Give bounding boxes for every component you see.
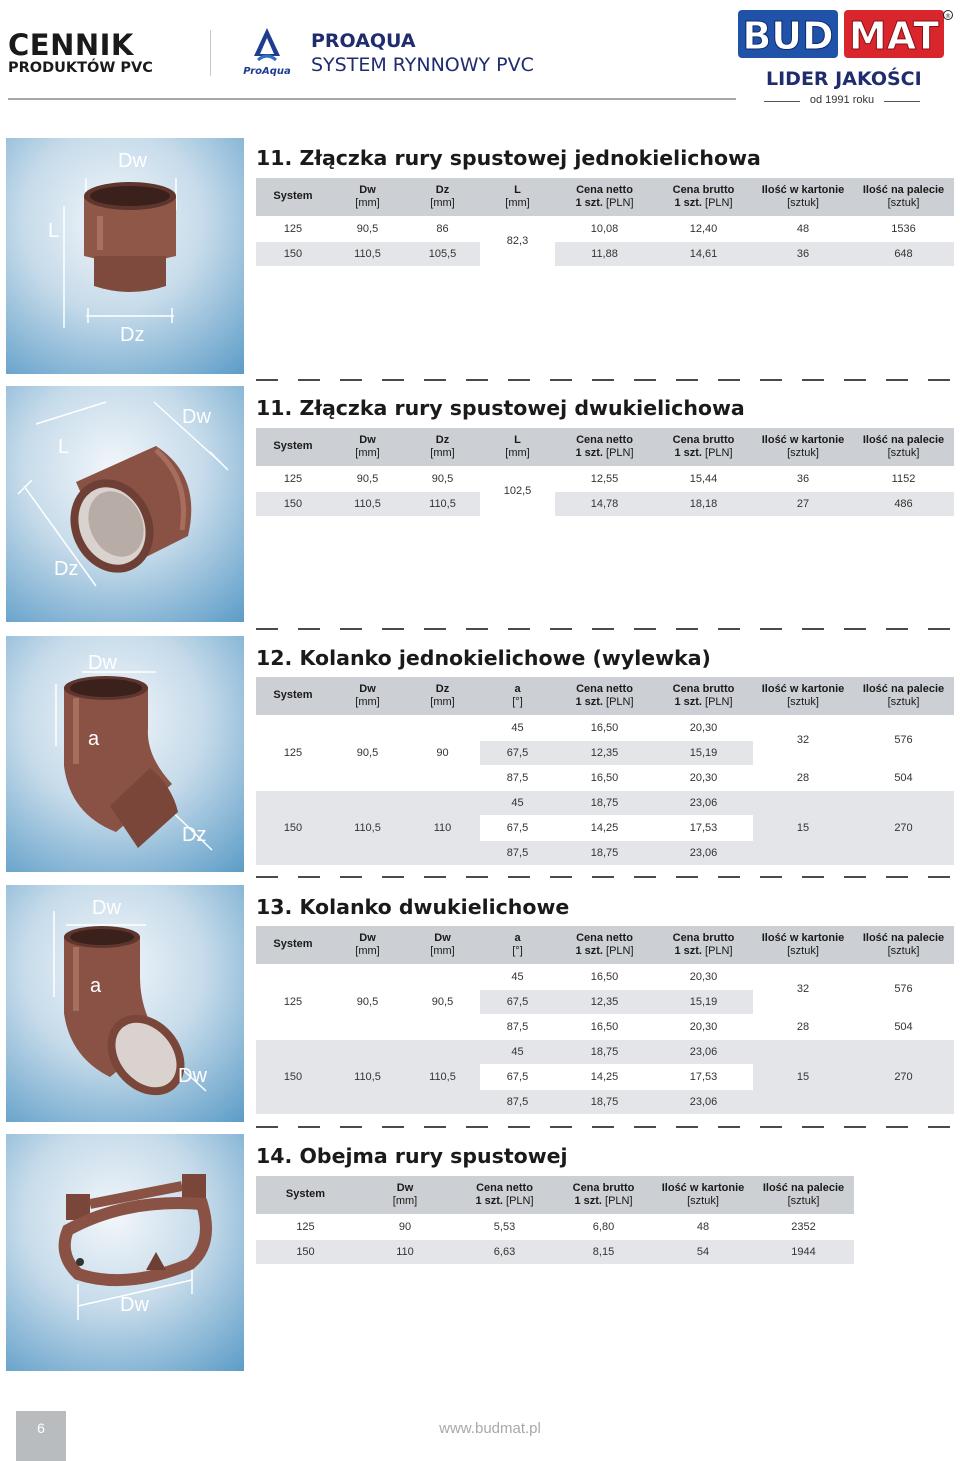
slogan: LIDER JAKOŚCI <box>766 68 922 90</box>
col-system: System <box>256 677 330 715</box>
section-name: Kolanko jednokielichowe (wylewka) <box>299 646 711 670</box>
table-cell: 110,5 <box>405 1039 480 1114</box>
table-cell: 270 <box>853 790 954 865</box>
col-dz: Dz [mm] <box>405 178 480 216</box>
section-name: Złączka rury spustowej dwukielichowa <box>299 396 745 420</box>
table-cell: 90,5 <box>330 466 405 491</box>
proaqua-logo <box>232 26 302 78</box>
dim-label-dw: Dw <box>118 150 147 172</box>
table-cell: 15,19 <box>654 740 753 765</box>
system-name: SYSTEM RYNNOWY PVC <box>311 54 534 76</box>
table-cell: 20,30 <box>654 765 753 790</box>
section-title-11a <box>256 146 761 170</box>
col-system: System <box>256 926 330 964</box>
price-table-jednokielichowa <box>256 178 954 266</box>
section-title-14 <box>256 1144 568 1168</box>
table-row <box>256 790 954 815</box>
col-karton: Ilość w kartonie [sztuk] <box>753 428 853 466</box>
table-row <box>256 216 954 241</box>
col-dw: Dw [mm] <box>355 1176 455 1214</box>
table-cell: 90,5 <box>330 715 405 790</box>
col-paleta: Ilość na palecie [sztuk] <box>853 428 954 466</box>
col-brutto: Cena brutto 1 szt. [PLN] <box>654 926 753 964</box>
product-image-obejma <box>6 1134 244 1371</box>
table-cell: 150 <box>256 1239 355 1264</box>
table-cell: 10,08 <box>555 216 654 241</box>
table-cell: 12,40 <box>654 216 753 241</box>
table-cell: 1152 <box>853 466 954 491</box>
dim-label-a: a <box>88 728 100 750</box>
col-paleta: Ilość na palecie [sztuk] <box>753 1176 854 1214</box>
section-divider <box>256 379 956 381</box>
brand-name: PROAQUA <box>311 30 416 52</box>
table-header-row <box>256 178 954 216</box>
table-cell: 18,18 <box>654 491 753 516</box>
col-dw: Dw [mm] <box>330 178 405 216</box>
table-cell: 32 <box>753 964 853 1014</box>
table-cell: 125 <box>256 715 330 790</box>
col-brutto: Cena brutto 1 szt. [PLN] <box>554 1176 653 1214</box>
table-cell: 86 <box>405 216 480 241</box>
col-karton: Ilość w kartonie [sztuk] <box>753 178 853 216</box>
table-header-row <box>256 677 954 715</box>
table-cell: 6,80 <box>554 1214 653 1239</box>
product-image-kolanko-jednokielichowe <box>6 636 244 872</box>
price-table-obejma <box>256 1176 854 1264</box>
col-karton: Ilość w kartonie [sztuk] <box>653 1176 753 1214</box>
section-number: 14. <box>256 1144 293 1168</box>
col-netto: Cena netto 1 szt. [PLN] <box>455 1176 554 1214</box>
col-angle: a [°] <box>480 677 555 715</box>
col-netto: Cena netto 1 szt. [PLN] <box>555 926 654 964</box>
table-cell: 87,5 <box>480 1089 555 1114</box>
dim-label-dz: Dz <box>120 324 145 346</box>
table-cell: 36 <box>753 241 853 266</box>
catalog-title: CENNIK <box>8 28 134 62</box>
table-cell: 270 <box>853 1039 954 1114</box>
section-divider <box>256 628 956 630</box>
table-cell: 23,06 <box>654 840 753 865</box>
table-cell: 87,5 <box>480 765 555 790</box>
table-cell: 14,78 <box>555 491 654 516</box>
section-title-13 <box>256 895 569 919</box>
table-cell: 110 <box>355 1239 455 1264</box>
table-cell: 110,5 <box>330 790 405 865</box>
table-cell: 11,88 <box>555 241 654 266</box>
table-cell: 16,50 <box>555 765 654 790</box>
table-cell: 90 <box>405 715 480 790</box>
table-cell: 90,5 <box>330 216 405 241</box>
table-cell: 12,55 <box>555 466 654 491</box>
table-cell: 125 <box>256 1214 355 1239</box>
table-cell: 32 <box>753 715 853 765</box>
section-divider <box>256 876 956 878</box>
col-paleta: Ilość na palecie [sztuk] <box>853 926 954 964</box>
table-cell: 1944 <box>753 1239 854 1264</box>
table-cell: 90,5 <box>405 964 480 1039</box>
col-paleta: Ilość na palecie [sztuk] <box>853 178 954 216</box>
col-karton: Ilość w kartonie [sztuk] <box>753 677 853 715</box>
proaqua-logo-text: ProAqua <box>243 66 291 77</box>
dim-label-dz: Dz <box>54 558 79 580</box>
catalog-subtitle: PRODUKTÓW PVC <box>8 60 153 76</box>
table-cell: 14,25 <box>555 815 654 840</box>
page-number: 6 <box>37 1420 45 1436</box>
col-system: System <box>256 1176 355 1214</box>
table-cell: 2352 <box>753 1214 854 1239</box>
col-karton: Ilość w kartonie [sztuk] <box>753 926 853 964</box>
table-cell: 110,5 <box>405 491 480 516</box>
section-number: 11. <box>256 396 293 420</box>
table-row <box>256 1239 854 1264</box>
table-cell: 8,15 <box>554 1239 653 1264</box>
table-cell: 16,50 <box>555 964 654 989</box>
table-cell: 16,50 <box>555 715 654 740</box>
section-name: Złączka rury spustowej jednokielichowa <box>299 146 761 170</box>
table-cell: 36 <box>753 466 853 491</box>
table-cell: 1536 <box>853 216 954 241</box>
section-number: 13. <box>256 895 293 919</box>
table-row <box>256 491 954 516</box>
dim-label-dw-top: Dw <box>92 897 121 919</box>
col-l: L [mm] <box>480 428 555 466</box>
table-cell: 150 <box>256 790 330 865</box>
table-cell: 48 <box>753 216 853 241</box>
table-cell: 90,5 <box>330 964 405 1039</box>
table-cell: 5,53 <box>455 1214 554 1239</box>
dim-label-dw: Dw <box>88 652 117 674</box>
price-table-kolanko-dwukielichowe <box>256 926 954 1114</box>
table-cell: 150 <box>256 241 330 266</box>
section-divider <box>256 1126 956 1128</box>
table-cell: 110,5 <box>330 241 405 266</box>
dim-label-a: a <box>90 975 102 997</box>
table-cell: 45 <box>480 790 555 815</box>
table-cell: 18,75 <box>555 840 654 865</box>
product-image-kolanko-dwukielichowe <box>6 885 244 1122</box>
col-paleta: Ilość na palecie [sztuk] <box>853 677 954 715</box>
table-cell: 28 <box>753 1014 853 1039</box>
col-brutto: Cena brutto 1 szt. [PLN] <box>654 178 753 216</box>
dim-label-l: L <box>48 220 60 242</box>
table-cell: 18,75 <box>555 790 654 815</box>
table-cell: 67,5 <box>480 1064 555 1089</box>
table-cell: 504 <box>853 765 954 790</box>
table-cell: 14,25 <box>555 1064 654 1089</box>
col-dz: Dz [mm] <box>405 677 480 715</box>
product-image-dwukielichowa <box>6 386 244 622</box>
table-header-row <box>256 926 954 964</box>
section-number: 11. <box>256 146 293 170</box>
shared-l-value: 82,3 <box>480 216 555 266</box>
dim-label-dw-bottom: Dw <box>178 1065 207 1087</box>
table-cell: 105,5 <box>405 241 480 266</box>
table-cell: 110,5 <box>330 491 405 516</box>
col-system: System <box>256 428 330 466</box>
price-table-kolanko-jednokielichowe <box>256 677 954 865</box>
col-system: System <box>256 178 330 216</box>
page-number-box <box>16 1411 66 1461</box>
header-divider <box>210 30 211 76</box>
col-brutto: Cena brutto 1 szt. [PLN] <box>654 428 753 466</box>
table-cell: 27 <box>753 491 853 516</box>
table-cell: 87,5 <box>480 840 555 865</box>
budmat-logo-text-bud: BUD <box>742 14 834 58</box>
table-cell: 576 <box>853 715 954 765</box>
table-cell: 20,30 <box>654 715 753 740</box>
col-angle: a [°] <box>480 926 555 964</box>
col-dw-2: Dw [mm] <box>405 926 480 964</box>
registered-mark: ® <box>945 13 951 20</box>
header-rule <box>8 98 736 100</box>
table-cell: 67,5 <box>480 740 555 765</box>
section-title-12 <box>256 646 711 670</box>
dim-label-dw: Dw <box>182 406 211 428</box>
col-netto: Cena netto 1 szt. [PLN] <box>555 677 654 715</box>
col-brutto: Cena brutto 1 szt. [PLN] <box>654 677 753 715</box>
table-row <box>256 964 954 989</box>
table-cell: 20,30 <box>654 964 753 989</box>
table-cell: 17,53 <box>654 1064 753 1089</box>
table-row <box>256 715 954 740</box>
table-cell: 67,5 <box>480 815 555 840</box>
table-cell: 28 <box>753 765 853 790</box>
table-cell: 15 <box>753 1039 853 1114</box>
col-dz: Dz [mm] <box>405 428 480 466</box>
price-table-dwukielichowa <box>256 428 954 516</box>
table-cell: 648 <box>853 241 954 266</box>
table-cell: 48 <box>653 1214 753 1239</box>
table-cell: 15,44 <box>654 466 753 491</box>
col-dw: Dw [mm] <box>330 677 405 715</box>
table-row <box>256 1039 954 1064</box>
section-title-11b <box>256 396 745 420</box>
table-cell: 150 <box>256 1039 330 1114</box>
dim-label-l: L <box>58 436 70 458</box>
col-dw: Dw [mm] <box>330 428 405 466</box>
table-cell: 504 <box>853 1014 954 1039</box>
table-cell: 90 <box>355 1214 455 1239</box>
table-cell: 486 <box>853 491 954 516</box>
website-link[interactable]: www.budmat.pl <box>439 1420 541 1437</box>
col-netto: Cena netto 1 szt. [PLN] <box>555 178 654 216</box>
budmat-logo-text-mat: MAT <box>848 14 940 58</box>
table-cell: 15 <box>753 790 853 865</box>
table-row <box>256 241 954 266</box>
table-cell: 110 <box>405 790 480 865</box>
table-cell: 45 <box>480 715 555 740</box>
section-name: Kolanko dwukielichowe <box>299 895 570 919</box>
table-cell: 90,5 <box>405 466 480 491</box>
table-cell: 16,50 <box>555 1014 654 1039</box>
table-cell: 14,61 <box>654 241 753 266</box>
table-cell: 67,5 <box>480 989 555 1014</box>
table-cell: 45 <box>480 1039 555 1064</box>
table-cell: 87,5 <box>480 1014 555 1039</box>
table-row <box>256 1214 854 1239</box>
product-image-jednokielichowa <box>6 138 244 374</box>
table-cell: 576 <box>853 964 954 1014</box>
table-cell: 6,63 <box>455 1239 554 1264</box>
dim-label-dw: Dw <box>120 1294 149 1316</box>
table-cell: 54 <box>653 1239 753 1264</box>
table-header-row <box>256 1176 854 1214</box>
col-netto: Cena netto 1 szt. [PLN] <box>555 428 654 466</box>
table-cell: 12,35 <box>555 740 654 765</box>
col-l: L [mm] <box>480 178 555 216</box>
table-cell: 45 <box>480 964 555 989</box>
table-cell: 150 <box>256 491 330 516</box>
table-cell: 18,75 <box>555 1039 654 1064</box>
table-cell: 23,06 <box>654 1089 753 1114</box>
dim-label-dz: Dz <box>182 824 207 846</box>
table-cell: 125 <box>256 216 330 241</box>
table-cell: 23,06 <box>654 1039 753 1064</box>
table-cell: 18,75 <box>555 1089 654 1114</box>
shared-l-value: 102,5 <box>480 466 555 516</box>
table-cell: 110,5 <box>330 1039 405 1114</box>
table-cell: 15,19 <box>654 989 753 1014</box>
table-cell: 125 <box>256 964 330 1039</box>
budmat-logo <box>738 6 953 62</box>
table-header-row <box>256 428 954 466</box>
section-name: Obejma rury spustowej <box>299 1144 568 1168</box>
table-cell: 125 <box>256 466 330 491</box>
section-number: 12. <box>256 646 293 670</box>
table-cell: 20,30 <box>654 1014 753 1039</box>
table-cell: 23,06 <box>654 790 753 815</box>
table-row <box>256 466 954 491</box>
table-cell: 17,53 <box>654 815 753 840</box>
col-dw: Dw [mm] <box>330 926 405 964</box>
table-cell: 12,35 <box>555 989 654 1014</box>
since-year: od 1991 roku <box>764 94 920 106</box>
